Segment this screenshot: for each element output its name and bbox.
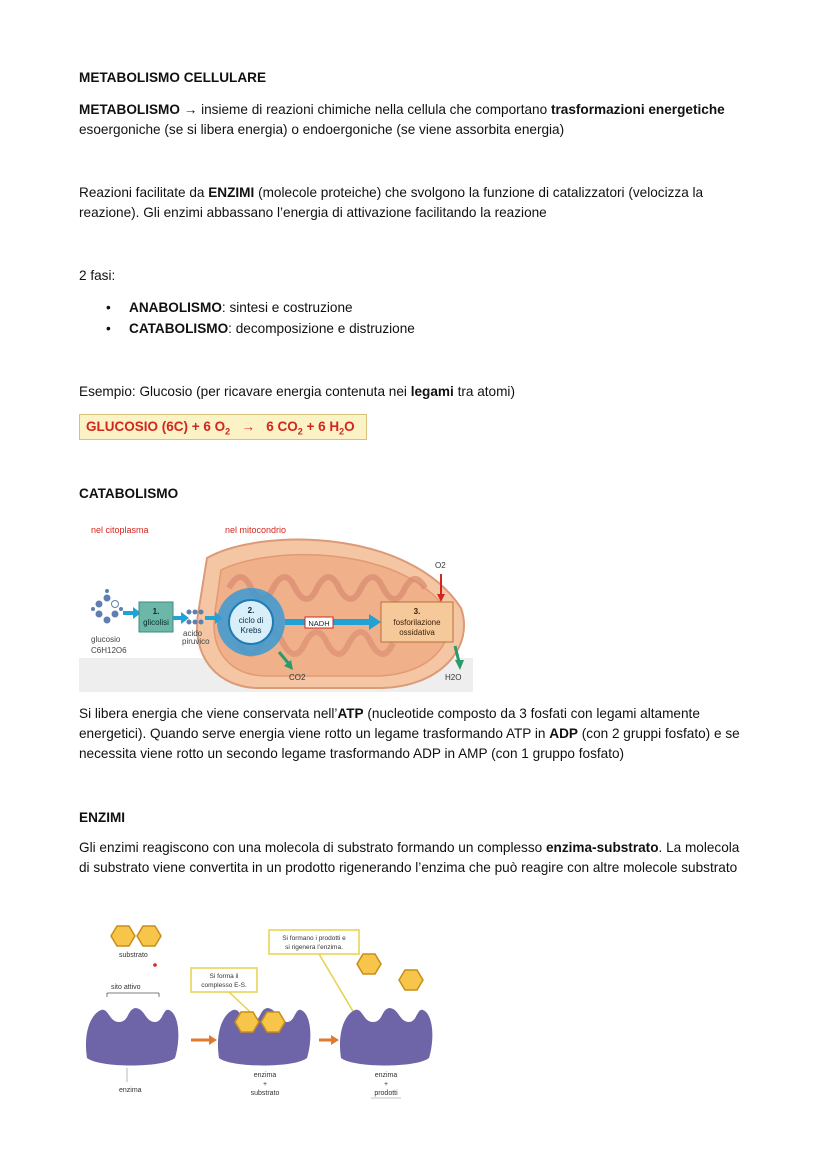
svg-text:+: + xyxy=(383,1081,389,1088)
active-site-label: sito attivo xyxy=(111,984,141,991)
svg-text:Krebs: Krebs xyxy=(240,626,262,635)
product-molecule-icon xyxy=(357,954,423,990)
enzyme-shape xyxy=(86,1008,178,1066)
glucose-label: glucosio xyxy=(91,635,121,644)
right-arrow: → xyxy=(183,102,198,117)
svg-text:enzima: enzima xyxy=(374,1072,398,1079)
atp-paragraph: Si libera energia che viene conservata nell’ATP (nucleotide composto da 3 fosfati con legami altamente energetici). Quando serve energia viene rotto un legame trasformando ATP in ADP (con 2 gruppi fosfato) e se necessita viene rotto un secondo legame trasformando ADP in AMP (con 1 gruppo fosfato) xyxy=(79,706,740,761)
enzymes-heading: ENZIMI xyxy=(79,810,126,825)
label-cytoplasm: nel citoplasma xyxy=(91,525,149,535)
svg-text:complesso E-S.: complesso E-S. xyxy=(201,982,247,989)
svg-text:piruvico: piruvico xyxy=(182,637,210,646)
example-text: Esempio: Glucosio (per ricavare energia contenuta nei legami tra atomi) xyxy=(79,384,515,399)
enzymes-paragraph: Gli enzimi reagiscono con una molecola di substrato formando un complesso enzima-substrato. La molecola di substrato viene convertita in un prodotto rigenerando l’enzima che può reagire con altre molecole substrato xyxy=(79,840,740,875)
regenerated-enzyme xyxy=(340,1008,432,1066)
enzyme-label: enzima xyxy=(119,1087,142,1094)
svg-text:acido: acido xyxy=(183,629,203,638)
co2-label: CO2 xyxy=(289,673,306,682)
substrate-molecule-icon xyxy=(111,926,161,946)
svg-text:3.: 3. xyxy=(413,607,421,616)
list-item: • CATABOLISMO: decomposizione e distruzione xyxy=(106,321,415,336)
substrate-label: substrato xyxy=(119,952,148,959)
glucose-formula: GLUCOSIO (6C) + 6 $O_2$ → 6 $CO_2 + 6$ $H_2O$ xyxy=(79,414,367,440)
enzyme-substrate-diagram xyxy=(79,922,439,1104)
svg-text:ossidativa: ossidativa xyxy=(399,628,435,637)
list-item: • ANABOLISMO: sintesi e costruzione xyxy=(106,300,353,315)
svg-text:+: + xyxy=(262,1081,268,1088)
svg-text:ciclo di: ciclo di xyxy=(238,616,264,625)
h2o-label: H2O xyxy=(445,673,462,682)
o2-label: O2 xyxy=(435,561,446,570)
svg-text:Si forma il: Si forma il xyxy=(209,973,239,980)
label-mitochondrion: nel mitocondrio xyxy=(225,525,287,535)
metabolism-definition: METABOLISMO → insieme di reazioni chimiche nella cellula che comportano trasformazioni energetiche esoergoniche (se si libera energia) o endoergoniche (se viene assorbita energia) xyxy=(79,102,725,137)
svg-text:Si formano i prodotti e: Si formano i prodotti e xyxy=(282,935,346,942)
svg-text:2.: 2. xyxy=(247,606,255,615)
svg-text:fosforilazione: fosforilazione xyxy=(393,618,441,627)
svg-text:si rigenera l’enzima.: si rigenera l’enzima. xyxy=(285,944,343,951)
svg-text:enzima: enzima xyxy=(253,1072,277,1079)
svg-text:1.: 1. xyxy=(152,607,160,616)
phases-list xyxy=(79,297,415,339)
svg-text:prodotti: prodotti xyxy=(374,1090,398,1097)
phases-label: 2 fasi: xyxy=(79,268,116,283)
enzymes-intro: Reazioni facilitate da ENZIMI (molecole proteiche) che svolgono la funzione di catalizzatori (velocizza la reazione). Gli enzimi abbassano l’energia di attivazione facilitando la reazione xyxy=(79,185,704,220)
metabolism-term: METABOLISMO xyxy=(79,102,180,117)
catabolism-heading: CATABOLISMO xyxy=(79,486,179,501)
catabolism-diagram xyxy=(79,518,473,692)
svg-text:substrato: substrato xyxy=(250,1090,280,1097)
page-title: METABOLISMO CELLULARE xyxy=(79,70,267,85)
svg-text:NADH: NADH xyxy=(308,619,330,628)
svg-text:glicolisi: glicolisi xyxy=(143,618,169,627)
glucose-formula-label: C6H12O6 xyxy=(91,646,127,655)
